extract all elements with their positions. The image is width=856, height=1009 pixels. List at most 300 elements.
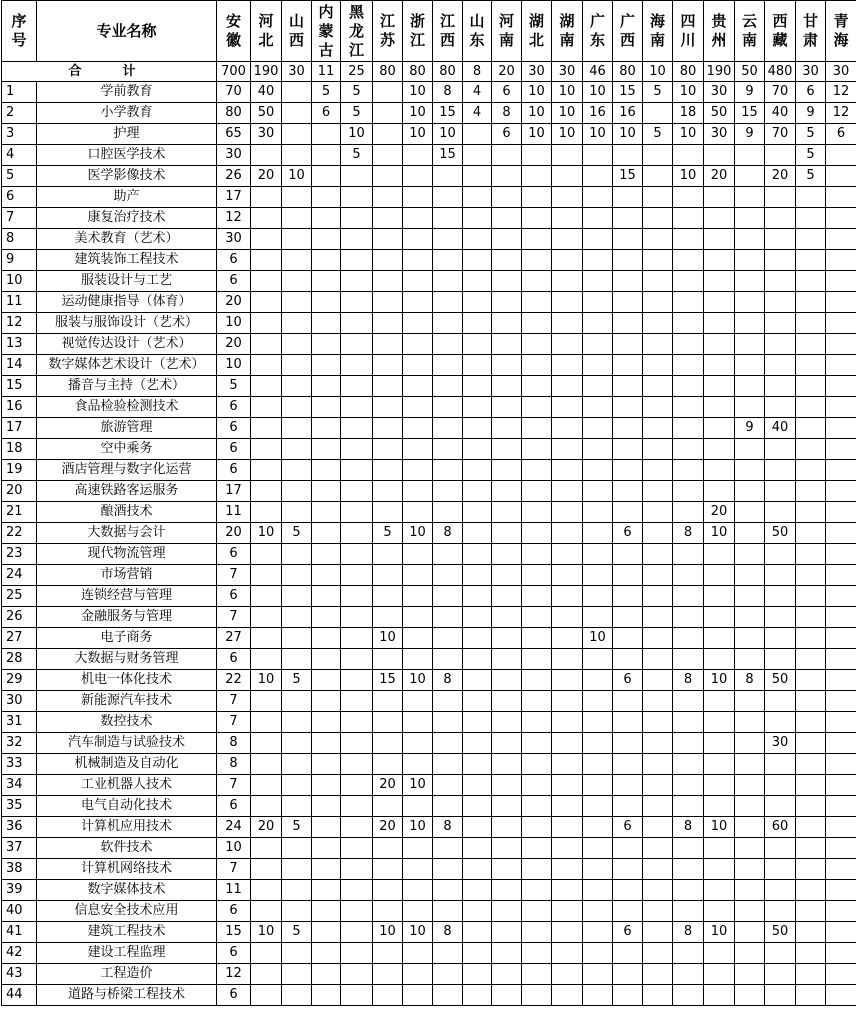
quota-cell <box>282 418 312 439</box>
quota-cell <box>673 187 704 208</box>
quota-cell: 10 <box>704 523 735 544</box>
quota-cell <box>613 691 643 712</box>
quota-cell <box>735 838 765 859</box>
quota-cell: 6 <box>217 901 251 922</box>
quota-cell <box>282 649 312 670</box>
quota-cell <box>735 481 765 502</box>
quota-cell <box>403 691 433 712</box>
quota-cell <box>704 691 735 712</box>
quota-cell <box>522 145 552 166</box>
quota-cell <box>522 817 552 838</box>
table-row <box>2 208 856 229</box>
quota-cell <box>826 376 856 397</box>
quota-cell <box>552 460 583 481</box>
quota-cell <box>282 313 312 334</box>
major-name: 电气自动化技术 <box>37 796 217 817</box>
quota-cell <box>552 901 583 922</box>
quota-cell <box>522 502 552 523</box>
quota-cell <box>373 754 403 775</box>
major-name: 高速铁路客运服务 <box>37 481 217 502</box>
quota-cell <box>492 439 522 460</box>
quota-cell <box>492 418 522 439</box>
quota-cell <box>613 838 643 859</box>
quota-cell <box>492 985 522 1006</box>
quota-cell: 10 <box>403 124 433 145</box>
quota-cell <box>463 712 492 733</box>
quota-cell <box>463 292 492 313</box>
row-index: 10 <box>2 271 37 292</box>
quota-cell <box>282 208 312 229</box>
quota-cell: 15 <box>735 103 765 124</box>
quota-cell <box>613 544 643 565</box>
quota-cell <box>765 208 796 229</box>
quota-cell <box>796 817 826 838</box>
quota-cell <box>463 460 492 481</box>
quota-cell <box>826 817 856 838</box>
quota-cell <box>583 901 613 922</box>
quota-cell <box>796 733 826 754</box>
quota-cell <box>282 712 312 733</box>
quota-cell <box>826 838 856 859</box>
column-header-province: 湖 南 <box>552 1 583 62</box>
quota-cell <box>492 859 522 880</box>
quota-cell <box>673 292 704 313</box>
quota-cell: 6 <box>613 922 643 943</box>
quota-cell: 10 <box>583 628 613 649</box>
quota-cell <box>341 460 373 481</box>
quota-cell <box>522 649 552 670</box>
total-cell: 30 <box>796 62 826 82</box>
quota-cell: 17 <box>217 187 251 208</box>
quota-cell <box>643 334 673 355</box>
quota-cell: 5 <box>341 145 373 166</box>
quota-cell <box>403 313 433 334</box>
quota-cell <box>765 460 796 481</box>
quota-cell <box>341 166 373 187</box>
quota-cell <box>704 796 735 817</box>
column-header-province: 河 南 <box>492 1 522 62</box>
major-name: 美术教育（艺术） <box>37 229 217 250</box>
quota-cell <box>643 271 673 292</box>
row-index: 37 <box>2 838 37 859</box>
row-index: 21 <box>2 502 37 523</box>
quota-cell <box>251 418 282 439</box>
quota-cell: 6 <box>796 82 826 103</box>
row-index: 30 <box>2 691 37 712</box>
quota-cell <box>673 439 704 460</box>
column-header-province: 云 南 <box>735 1 765 62</box>
column-header-province: 湖 北 <box>522 1 552 62</box>
quota-cell <box>251 334 282 355</box>
quota-cell <box>463 208 492 229</box>
table-row <box>2 775 856 796</box>
quota-cell <box>583 397 613 418</box>
quota-cell <box>643 145 673 166</box>
quota-cell <box>312 796 341 817</box>
quota-cell <box>552 397 583 418</box>
quota-cell <box>735 712 765 733</box>
row-index: 19 <box>2 460 37 481</box>
quota-cell <box>373 82 403 103</box>
quota-cell: 8 <box>217 733 251 754</box>
quota-cell <box>341 313 373 334</box>
quota-cell <box>826 208 856 229</box>
quota-cell <box>552 943 583 964</box>
row-index: 5 <box>2 166 37 187</box>
quota-cell <box>583 754 613 775</box>
quota-cell <box>552 964 583 985</box>
quota-cell <box>765 187 796 208</box>
quota-cell <box>312 271 341 292</box>
quota-cell <box>613 460 643 481</box>
quota-cell <box>251 880 282 901</box>
quota-cell <box>433 985 463 1006</box>
quota-cell <box>403 586 433 607</box>
quota-cell: 70 <box>765 82 796 103</box>
quota-cell <box>282 82 312 103</box>
quota-cell <box>403 838 433 859</box>
column-header-province: 内 蒙 古 <box>312 1 341 62</box>
quota-cell <box>673 229 704 250</box>
quota-cell <box>341 943 373 964</box>
quota-cell <box>463 649 492 670</box>
quota-cell: 50 <box>765 670 796 691</box>
row-index: 42 <box>2 943 37 964</box>
quota-cell <box>643 397 673 418</box>
quota-cell <box>735 313 765 334</box>
major-name: 现代物流管理 <box>37 544 217 565</box>
quota-cell <box>552 649 583 670</box>
quota-cell <box>796 649 826 670</box>
quota-cell <box>251 481 282 502</box>
quota-cell <box>373 376 403 397</box>
quota-cell <box>643 481 673 502</box>
table-row <box>2 691 856 712</box>
row-index: 39 <box>2 880 37 901</box>
quota-cell <box>796 355 826 376</box>
major-name: 建设工程监理 <box>37 943 217 964</box>
quota-cell <box>643 418 673 439</box>
table-row <box>2 817 856 838</box>
quota-cell <box>583 964 613 985</box>
quota-cell <box>341 208 373 229</box>
quota-cell <box>673 481 704 502</box>
row-index: 14 <box>2 355 37 376</box>
quota-cell <box>613 586 643 607</box>
major-name: 信息安全技术应用 <box>37 901 217 922</box>
quota-cell <box>826 691 856 712</box>
quota-cell <box>341 439 373 460</box>
quota-cell <box>282 754 312 775</box>
quota-cell: 10 <box>673 82 704 103</box>
quota-cell <box>373 313 403 334</box>
quota-cell <box>765 502 796 523</box>
major-name: 道路与桥梁工程技术 <box>37 985 217 1006</box>
quota-cell <box>673 733 704 754</box>
quota-cell <box>373 586 403 607</box>
quota-cell <box>492 775 522 796</box>
quota-cell <box>583 859 613 880</box>
table-row <box>2 544 856 565</box>
quota-cell: 50 <box>765 922 796 943</box>
quota-cell <box>463 229 492 250</box>
quota-cell <box>643 985 673 1006</box>
quota-cell <box>282 376 312 397</box>
table-row <box>2 649 856 670</box>
quota-cell <box>251 628 282 649</box>
quota-cell: 9 <box>735 82 765 103</box>
row-index: 4 <box>2 145 37 166</box>
quota-cell: 10 <box>613 124 643 145</box>
quota-cell <box>282 796 312 817</box>
quota-cell <box>673 502 704 523</box>
quota-cell <box>341 712 373 733</box>
quota-cell <box>522 712 552 733</box>
quota-cell: 10 <box>433 124 463 145</box>
quota-cell <box>433 544 463 565</box>
quota-cell <box>341 502 373 523</box>
quota-cell <box>583 271 613 292</box>
quota-cell <box>341 691 373 712</box>
quota-cell <box>643 229 673 250</box>
quota-cell <box>522 670 552 691</box>
quota-cell <box>282 985 312 1006</box>
quota-cell <box>735 292 765 313</box>
row-index: 24 <box>2 565 37 586</box>
quota-cell <box>826 229 856 250</box>
quota-cell <box>704 586 735 607</box>
quota-cell <box>341 418 373 439</box>
quota-cell <box>643 523 673 544</box>
quota-cell: 6 <box>217 439 251 460</box>
row-index: 34 <box>2 775 37 796</box>
quota-cell <box>251 145 282 166</box>
quota-cell <box>673 943 704 964</box>
quota-cell: 10 <box>673 124 704 145</box>
row-index: 2 <box>2 103 37 124</box>
quota-cell <box>282 229 312 250</box>
quota-cell <box>735 544 765 565</box>
quota-cell <box>251 712 282 733</box>
quota-cell: 6 <box>217 544 251 565</box>
quota-cell: 5 <box>282 523 312 544</box>
table-row <box>2 481 856 502</box>
quota-cell <box>735 271 765 292</box>
table-row <box>2 733 856 754</box>
quota-cell <box>796 481 826 502</box>
quota-cell <box>735 250 765 271</box>
quota-cell <box>704 187 735 208</box>
quota-cell <box>373 943 403 964</box>
table-row <box>2 838 856 859</box>
total-cell: 8 <box>463 62 492 82</box>
column-header-province: 浙 江 <box>403 1 433 62</box>
quota-cell <box>522 166 552 187</box>
quota-cell <box>373 229 403 250</box>
quota-cell: 15 <box>433 103 463 124</box>
quota-cell <box>251 460 282 481</box>
quota-cell <box>312 523 341 544</box>
quota-cell <box>735 565 765 586</box>
quota-cell <box>373 208 403 229</box>
quota-cell <box>613 418 643 439</box>
header-row <box>2 1 856 62</box>
quota-cell <box>704 397 735 418</box>
quota-cell <box>826 187 856 208</box>
quota-cell <box>704 649 735 670</box>
quota-cell <box>552 775 583 796</box>
quota-cell: 6 <box>826 124 856 145</box>
quota-cell <box>403 607 433 628</box>
quota-cell <box>796 502 826 523</box>
quota-cell: 7 <box>217 859 251 880</box>
quota-cell: 8 <box>433 922 463 943</box>
total-cell: 30 <box>282 62 312 82</box>
quota-cell <box>463 376 492 397</box>
quota-cell <box>673 418 704 439</box>
quota-cell <box>552 922 583 943</box>
quota-cell <box>643 565 673 586</box>
quota-cell <box>643 250 673 271</box>
quota-cell <box>433 691 463 712</box>
quota-cell <box>403 334 433 355</box>
quota-cell <box>522 334 552 355</box>
column-header-province: 青 海 <box>826 1 856 62</box>
row-index: 17 <box>2 418 37 439</box>
quota-cell <box>522 922 552 943</box>
quota-cell <box>433 565 463 586</box>
quota-cell: 8 <box>673 922 704 943</box>
quota-cell <box>282 103 312 124</box>
quota-cell <box>403 796 433 817</box>
quota-cell <box>522 901 552 922</box>
quota-cell <box>796 334 826 355</box>
column-header-province: 甘 肃 <box>796 1 826 62</box>
quota-cell <box>492 712 522 733</box>
quota-cell <box>522 397 552 418</box>
quota-cell <box>341 901 373 922</box>
quota-cell <box>373 733 403 754</box>
quota-cell <box>552 439 583 460</box>
quota-cell <box>643 208 673 229</box>
quota-cell <box>796 838 826 859</box>
quota-cell: 10 <box>552 103 583 124</box>
quota-cell <box>613 754 643 775</box>
quota-cell <box>492 250 522 271</box>
quota-cell <box>492 292 522 313</box>
quota-cell: 40 <box>765 103 796 124</box>
quota-cell <box>826 250 856 271</box>
table-row <box>2 82 856 103</box>
quota-cell <box>735 355 765 376</box>
quota-cell: 8 <box>735 670 765 691</box>
quota-cell <box>492 460 522 481</box>
quota-cell <box>735 901 765 922</box>
quota-cell: 10 <box>673 166 704 187</box>
quota-cell <box>552 418 583 439</box>
quota-cell <box>433 334 463 355</box>
quota-cell <box>312 229 341 250</box>
quota-cell <box>341 544 373 565</box>
quota-cell <box>765 250 796 271</box>
quota-cell <box>312 670 341 691</box>
quota-cell <box>251 565 282 586</box>
quota-cell <box>552 292 583 313</box>
quota-cell: 15 <box>433 145 463 166</box>
quota-cell <box>765 439 796 460</box>
quota-cell <box>463 691 492 712</box>
quota-cell <box>673 901 704 922</box>
quota-cell <box>433 649 463 670</box>
quota-cell: 65 <box>217 124 251 145</box>
quota-cell <box>492 943 522 964</box>
quota-cell <box>463 880 492 901</box>
quota-cell <box>735 502 765 523</box>
quota-cell <box>704 901 735 922</box>
quota-cell <box>403 187 433 208</box>
quota-cell <box>704 733 735 754</box>
quota-cell: 80 <box>217 103 251 124</box>
table-row <box>2 586 856 607</box>
quota-cell: 8 <box>433 670 463 691</box>
quota-cell <box>312 418 341 439</box>
quota-cell: 50 <box>765 523 796 544</box>
quota-cell <box>583 229 613 250</box>
quota-cell <box>463 901 492 922</box>
quota-cell <box>643 376 673 397</box>
quota-cell <box>643 964 673 985</box>
quota-cell <box>735 523 765 544</box>
row-index: 28 <box>2 649 37 670</box>
quota-cell <box>282 334 312 355</box>
quota-cell <box>613 145 643 166</box>
quota-cell <box>403 964 433 985</box>
quota-cell <box>463 817 492 838</box>
quota-cell <box>282 355 312 376</box>
quota-cell <box>341 964 373 985</box>
quota-cell <box>403 733 433 754</box>
column-header-province: 山 东 <box>463 1 492 62</box>
quota-cell <box>583 985 613 1006</box>
quota-cell <box>492 523 522 544</box>
quota-cell <box>251 355 282 376</box>
row-index: 18 <box>2 439 37 460</box>
quota-cell <box>312 355 341 376</box>
quota-cell: 10 <box>403 82 433 103</box>
quota-cell <box>673 208 704 229</box>
quota-cell <box>251 397 282 418</box>
quota-cell <box>765 544 796 565</box>
quota-cell <box>613 880 643 901</box>
total-cell: 25 <box>341 62 373 82</box>
quota-cell <box>282 292 312 313</box>
quota-cell <box>403 649 433 670</box>
quota-cell <box>765 607 796 628</box>
quota-cell <box>463 733 492 754</box>
quota-cell: 20 <box>217 523 251 544</box>
quota-cell <box>522 733 552 754</box>
table-row <box>2 964 856 985</box>
quota-cell <box>796 796 826 817</box>
quota-cell: 30 <box>217 145 251 166</box>
quota-cell <box>403 271 433 292</box>
quota-cell <box>583 166 613 187</box>
quota-cell <box>522 523 552 544</box>
quota-cell <box>403 628 433 649</box>
quota-cell <box>613 943 643 964</box>
quota-cell <box>643 859 673 880</box>
total-cell: 80 <box>403 62 433 82</box>
